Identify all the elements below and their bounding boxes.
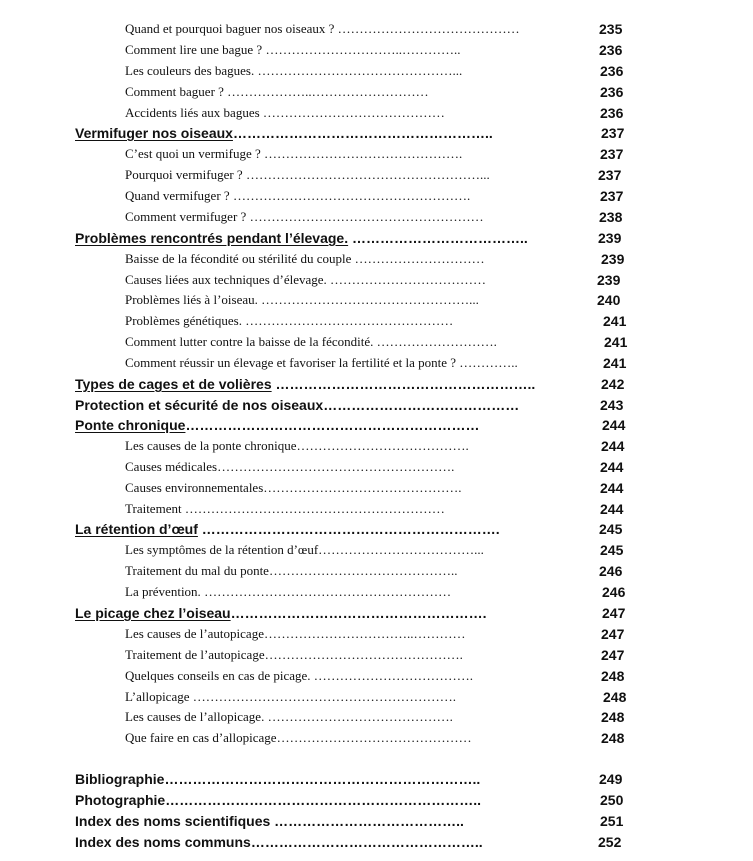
toc-entry-title: Baisse de la fécondité ou stérilité du couple [125,251,352,266]
toc-page-number: 236 [599,42,623,58]
toc-dot-leader: …………………………………… [323,397,520,413]
toc-subsection-entry [125,688,456,706]
toc-page-number: 246 [599,563,623,579]
toc-page-number: 245 [600,542,624,558]
toc-page-number: 236 [600,63,624,79]
toc-dot-leader: …………………………………… [259,105,445,120]
toc-subsection-entry [125,667,473,685]
toc-dot-leader: ……………………………………………………… [185,417,480,433]
toc-page-number: 244 [601,438,625,454]
toc-page-number: 246 [602,584,626,600]
toc-page-number: 237 [600,188,624,204]
toc-subsection-entry [125,458,454,476]
toc-dot-leader: ………………………………………………………….. [164,771,481,787]
toc-page-number: 248 [603,689,627,705]
toc-dot-leader: ………….. [456,355,518,370]
toc-page-number: 251 [600,813,624,829]
toc-dot-leader: ……………………………………… [276,730,472,745]
toc-subsection-entry [125,20,520,38]
toc-page-number: 244 [600,459,624,475]
toc-entry-title: Problèmes génétiques. [125,313,242,328]
toc-subsection-entry [125,41,460,59]
toc-entry-title: Quand vermifuger ? [125,188,230,203]
toc-page-number: 236 [600,105,624,121]
toc-section-entry [75,812,464,830]
toc-subsection-entry [125,271,486,289]
toc-page-number: 250 [600,792,624,808]
toc-entry-title: Les couleurs des bagues. [125,63,255,78]
toc-page-number: 237 [601,125,625,141]
toc-page-number: 249 [599,771,623,787]
toc-dot-leader: ………………………………... [318,542,484,557]
toc-entry-title: Que faire en cas d’allopicage [125,730,277,745]
toc-entry-title: La rétention d’œuf [75,521,198,537]
toc-dot-leader: ………………………………………… [241,313,454,328]
toc-dot-leader: ………………………………………... [254,63,463,78]
toc-entry-title: Types de cages et de volières [75,376,272,392]
toc-entry-title: Comment lutter contre la baisse de la fécondité. [125,334,374,349]
toc-page-number: 248 [601,668,625,684]
toc-subsection-entry [125,646,463,664]
toc-section-entry [75,375,535,393]
toc-entry-title: Causes environnementales [125,480,264,495]
toc-entry-title: Causes médicales [125,459,218,474]
toc-subsection-entry [125,541,484,559]
toc-section-entry [75,770,480,788]
toc-subsection-entry [125,104,445,122]
toc-entry-title: Ponte chronique [75,417,186,433]
toc-dot-leader: ………………………………………. [263,480,462,495]
toc-entry-title: Traitement [125,501,182,516]
toc-dot-leader: ………………………………. [310,668,474,683]
toc-page-number: 247 [601,647,625,663]
toc-page-number: 241 [603,355,627,371]
toc-subsection-entry [125,708,453,726]
toc-dot-leader: ………………..……………………… [223,84,429,99]
toc-dot-leader: ………………………………………….. [250,834,483,850]
toc-dot-leader: ………………………………….. [270,813,464,829]
toc-section-entry [75,124,493,142]
toc-dot-leader: ………………………………………………………. [197,521,500,537]
toc-page-number: 247 [601,626,625,642]
toc-dot-leader: ………………………………………. [260,146,463,161]
toc-dot-leader: ………………………. [373,334,497,349]
toc-entry-title: C’est quoi un vermifuge ? [125,146,261,161]
toc-page-number: 241 [604,334,628,350]
toc-subsection-entry [125,500,445,518]
toc-dot-leader: ……………………………………. [264,709,453,724]
toc-entry-title: Photographie [75,792,166,808]
toc-entry-title: Quand et pourquoi baguer nos oiseaux ? [125,21,335,36]
toc-entry-title: Index des noms communs [75,834,251,850]
toc-entry-title: Causes liées aux techniques d’élevage. [125,272,327,287]
toc-dot-leader: ………………………… [351,251,485,266]
toc-section-entry [75,229,528,247]
toc-entry-title: Les causes de l’autopicage [125,626,264,641]
toc-subsection-entry [125,354,518,372]
toc-entry-title: Pourquoi vermifuger ? [125,167,243,182]
toc-dot-leader: …………………………………… [334,21,520,36]
toc-dot-leader: ………………………………………. [264,647,463,662]
toc-entry-title: Les causes de la ponte chronique [125,438,297,453]
toc-dot-leader: ……………………………………………….. [232,125,493,141]
toc-subsection-entry [125,312,453,330]
toc-page-number: 239 [601,251,625,267]
toc-entry-title: Problèmes rencontrés pendant l’élevage. [75,230,349,246]
toc-dot-leader: ……………………………………………….. [271,376,536,392]
toc-dot-leader: …………………………………………………… [181,501,445,516]
toc-dot-leader: ………………………………………………. [230,605,487,621]
toc-dot-leader: …………………………………………... [257,292,479,307]
toc-entry-title: Comment réussir un élevage et favoriser la fertilité et la ponte ? [125,355,457,370]
toc-dot-leader: …………………………………. [296,438,469,453]
toc-subsection-entry [125,166,490,184]
toc-subsection-entry [125,625,465,643]
toc-page-number: 247 [602,605,626,621]
toc-entry-title: Traitement du mal du ponte [125,563,269,578]
toc-page-number: 241 [603,313,627,329]
toc-entry-title: Index des noms scientifiques [75,813,271,829]
toc-page-number: 240 [597,292,621,308]
toc-entry-title: Les symptômes de la rétention d’œuf [125,542,319,557]
toc-dot-leader: …………………………..………….. [262,42,461,57]
toc-section-entry [75,791,481,809]
toc-dot-leader: ……………………………… [326,272,487,287]
toc-dot-leader: ……………………………….. [348,230,528,246]
toc-entry-title: Bibliographie [75,771,165,787]
toc-page-number: 244 [600,501,624,517]
toc-subsection-entry [125,83,429,101]
toc-section-entry [75,604,487,622]
toc-page-number: 239 [597,272,621,288]
toc-subsection-entry [125,62,462,80]
toc-entry-title: Vermifuger nos oiseaux [75,125,233,141]
toc-dot-leader: ……………………………………………………. [189,689,456,704]
toc-subsection-entry [125,291,479,309]
toc-page-number: 252 [598,834,622,850]
toc-dot-leader: ……………………………..………… [263,626,466,641]
toc-page-number: 236 [600,84,624,100]
toc-dot-leader: …………………………………….. [268,563,458,578]
toc-section-entry [75,833,483,851]
toc-entry-title: Comment vermifuger ? [125,209,247,224]
toc-subsection-entry [125,583,451,601]
toc-page-number: 245 [599,521,623,537]
toc-subsection-entry [125,729,472,747]
toc-section-entry [75,396,519,414]
toc-dot-leader: ……………………………………………… [246,209,484,224]
toc-page-number: 242 [601,376,625,392]
toc-page-number: 244 [602,417,626,433]
toc-subsection-entry [125,479,462,497]
toc-dot-leader: ………………………………………………... [242,167,490,182]
toc-page-number: 243 [600,397,624,413]
toc-section-entry [75,520,500,538]
toc-subsection-entry [125,145,462,163]
toc-page-number: 239 [598,230,622,246]
toc-entry-title: Comment lire une bague ? [125,42,263,57]
toc-entry-title: Quelques conseils en cas de picage. [125,668,311,683]
toc-entry-title: Les causes de l’allopicage. [125,709,265,724]
toc-page-number: 237 [598,167,622,183]
toc-entry-title: L’allopicage [125,689,190,704]
toc-section-entry [75,416,479,434]
toc-page-number: 248 [601,709,625,725]
toc-dot-leader: ………………………………………………… [200,584,452,599]
toc-entry-title: Problèmes liés à l’oiseau. [125,292,258,307]
toc-entry-title: Accidents liés aux bagues [125,105,260,120]
toc-entry-title: Traitement de l’autopicage [125,647,265,662]
toc-dot-leader: ………………………………………………. [217,459,455,474]
toc-subsection-entry [125,187,470,205]
toc-dot-leader: ………………………………………………. [229,188,471,203]
toc-page-number: 237 [600,146,624,162]
toc-subsection-entry [125,562,457,580]
toc-page-number: 235 [599,21,623,37]
toc-entry-title: La prévention. [125,584,201,599]
toc-subsection-entry [125,437,469,455]
toc-subsection-entry [125,208,484,226]
toc-dot-leader: ………………………………………………………….. [165,792,482,808]
toc-entry-title: Protection et sécurité de nos oiseaux [75,397,324,413]
toc-page-number: 238 [599,209,623,225]
toc-entry-title: Le picage chez l’oiseau [75,605,231,621]
toc-page-number: 248 [601,730,625,746]
toc-entry-title: Comment baguer ? [125,84,224,99]
toc-page-number: 244 [600,480,624,496]
toc-subsection-entry [125,250,485,268]
toc-subsection-entry [125,333,497,351]
